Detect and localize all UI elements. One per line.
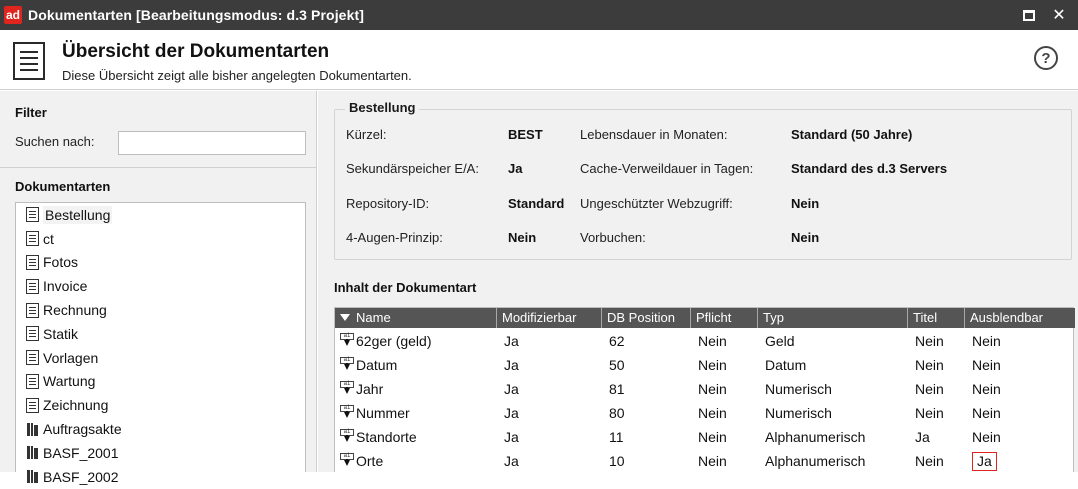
dossier-icon (26, 469, 39, 484)
doctype-item[interactable] (16, 370, 305, 394)
cell-pflicht (691, 425, 758, 449)
cell-titel (908, 329, 965, 353)
cell-value: Numerisch (765, 381, 832, 397)
cell-value: Nein (915, 333, 944, 349)
left-pane (0, 91, 317, 485)
window-titlebar (0, 0, 1078, 30)
cell-value: Alphanumerisch (765, 429, 866, 445)
doctype-item[interactable] (16, 251, 305, 275)
cell-modifizierbar (497, 449, 602, 473)
doctype-item-label: Statik (43, 325, 79, 342)
cell-name (335, 449, 497, 473)
cell-value: Nein (915, 405, 944, 421)
cell-modifizierbar (497, 353, 602, 377)
cell-db-position (602, 353, 691, 377)
cell-db-position (602, 425, 691, 449)
maximize-icon (1023, 10, 1035, 21)
doctypes-heading: Dokumentarten (15, 179, 111, 194)
window-title: Dokumentarten [Bearbeitungsmodus: d.3 Projekt] (28, 7, 364, 23)
cell-value: Jahr (356, 381, 384, 397)
lebensdauer-label: Lebensdauer in Monaten: (580, 127, 728, 142)
doctype-details-group (334, 100, 1072, 260)
doctype-item[interactable] (16, 417, 305, 441)
help-icon[interactable]: ? (1034, 46, 1058, 70)
cell-ausblendbar (965, 401, 1075, 425)
cell-typ (758, 449, 908, 473)
cell-value: 11 (609, 429, 624, 445)
column-header-label: Titel (913, 310, 938, 325)
cell-value: Geld (765, 333, 795, 349)
highlighted-cell-value: Ja (972, 452, 997, 471)
doctype-item-label: Fotos (43, 254, 79, 271)
doctype-item-label: Wartung (43, 373, 96, 390)
dossier-icon (26, 445, 39, 460)
field-property-icon: a1 (340, 357, 354, 371)
document-icon (26, 207, 39, 222)
document-list-icon (13, 42, 45, 80)
doctype-item[interactable] (16, 203, 305, 227)
lebensdauer-value: Standard (50 Jahre) (791, 127, 913, 142)
table-row[interactable] (335, 401, 1075, 425)
cell-value: Orte (356, 453, 384, 469)
cell-value: Standorte (356, 429, 417, 445)
column-header-pflicht[interactable] (691, 308, 758, 328)
maximize-button[interactable] (1014, 0, 1044, 30)
column-header-label: Modifizierbar (502, 310, 577, 325)
document-icon (26, 374, 39, 389)
repository-id-label: Repository-ID: (346, 196, 430, 211)
document-icon (26, 350, 39, 365)
doctype-item-label: Bestellung (45, 206, 111, 223)
doctype-item-label: Zeichnung (43, 397, 109, 414)
column-header-ausblendbar[interactable] (965, 308, 1075, 328)
cell-name (335, 329, 497, 353)
table-row[interactable] (335, 425, 1075, 449)
cell-value: Nummer (356, 405, 410, 421)
doctype-item[interactable] (16, 393, 305, 417)
column-header-label: Typ (763, 310, 784, 325)
page-title: Übersicht der Dokumentarten (62, 41, 330, 62)
cell-typ (758, 329, 908, 353)
cell-ausblendbar (965, 449, 1075, 473)
cell-titel (908, 377, 965, 401)
document-icon (26, 231, 39, 246)
column-header-titel[interactable] (908, 308, 965, 328)
cell-pflicht (691, 449, 758, 473)
cell-pflicht (691, 353, 758, 377)
webzugriff-value: Nein (791, 196, 820, 211)
cell-name (335, 377, 497, 401)
cell-value: Nein (698, 405, 727, 421)
cell-value: Nein (698, 429, 727, 445)
cell-name (335, 353, 497, 377)
cell-value: Datum (765, 357, 807, 373)
column-header-db-position[interactable] (602, 308, 691, 328)
cell-value: Nein (698, 357, 727, 373)
doctype-item-label: BASF_2002 (43, 468, 119, 485)
cell-titel (908, 425, 965, 449)
column-header-name[interactable] (335, 308, 497, 328)
app-logo-icon: ad (5, 8, 20, 22)
filter-heading: Filter (15, 105, 47, 120)
cell-typ (758, 377, 908, 401)
cell-pflicht (691, 401, 758, 425)
cell-ausblendbar (965, 425, 1075, 449)
cell-name (335, 401, 497, 425)
table-row[interactable] (335, 449, 1075, 473)
doctype-item[interactable] (16, 346, 305, 370)
content-table-heading: Inhalt der Dokumentart (334, 280, 477, 295)
document-icon (26, 303, 39, 318)
cell-pflicht (691, 377, 758, 401)
cell-value: Numerisch (765, 405, 832, 421)
cell-value: Nein (972, 333, 1001, 349)
table-row[interactable] (335, 329, 1075, 353)
cache-verweildauer-label: Cache-Verweildauer in Tagen: (580, 161, 754, 176)
kuerzel-label: Kürzel: (346, 127, 387, 142)
cell-value: Nein (972, 381, 1001, 397)
cell-value: Nein (972, 405, 1001, 421)
doctype-item-label: Invoice (43, 278, 88, 295)
doctype-item-label: Rechnung (43, 302, 107, 319)
cell-modifizierbar (497, 329, 602, 353)
document-icon (26, 398, 39, 413)
cell-modifizierbar (497, 401, 602, 425)
document-icon (26, 279, 39, 294)
cell-modifizierbar (497, 425, 602, 449)
doctype-item-label: Vorlagen (43, 349, 99, 366)
cell-value: Nein (915, 357, 944, 373)
sort-descending-icon (340, 314, 350, 321)
cell-ausblendbar (965, 377, 1075, 401)
cache-verweildauer-value: Standard des d.3 Servers (791, 161, 948, 176)
doctype-item-label: BASF_2001 (43, 444, 119, 461)
doctype-list[interactable] (15, 202, 306, 485)
cell-value: 10 (609, 453, 625, 469)
table-header (335, 308, 1075, 328)
table-row[interactable] (335, 353, 1075, 377)
cell-ausblendbar (965, 329, 1075, 353)
cell-value: Ja (504, 357, 519, 373)
cell-typ (758, 425, 908, 449)
field-property-icon: a1 (340, 333, 354, 347)
cell-value: Nein (972, 429, 1001, 445)
cell-value: Ja (504, 453, 519, 469)
field-property-icon: a1 (340, 429, 354, 443)
right-pane (318, 91, 1078, 472)
doctype-item[interactable] (16, 441, 305, 465)
column-header-typ[interactable] (758, 308, 908, 328)
cell-value: Nein (698, 333, 727, 349)
divider (0, 167, 316, 168)
cell-typ (758, 353, 908, 377)
cell-value: Ja (504, 405, 519, 421)
doctype-item[interactable] (16, 227, 305, 251)
doctype-item-label: ct (43, 230, 54, 247)
doctype-item[interactable] (16, 322, 305, 346)
column-header-label: Ausblendbar (970, 310, 1043, 325)
cell-value: 62 (609, 333, 625, 349)
cell-value: Nein (972, 357, 1001, 373)
dossier-icon (26, 422, 39, 437)
kuerzel-value: BEST (508, 127, 543, 142)
doctype-item[interactable] (16, 298, 305, 322)
doctype-item[interactable] (16, 274, 305, 298)
cell-value: Alphanumerisch (765, 453, 866, 469)
content-table (334, 307, 1074, 472)
cell-typ (758, 401, 908, 425)
cell-modifizierbar (497, 377, 602, 401)
cell-value: Ja (504, 333, 519, 349)
cell-db-position (602, 329, 691, 353)
doctype-item[interactable] (16, 465, 305, 489)
column-header-label: Pflicht (696, 310, 732, 325)
cell-pflicht (691, 329, 758, 353)
details-group-title: Bestellung (345, 100, 419, 115)
cell-titel (908, 449, 965, 473)
webzugriff-label: Ungeschützter Webzugriff: (580, 196, 733, 211)
cell-value: 50 (609, 357, 625, 373)
cell-value: Ja (504, 381, 519, 397)
field-property-icon: a1 (340, 381, 354, 395)
page-header (0, 30, 1078, 90)
vorbuchen-value: Nein (791, 230, 820, 245)
cell-value: 80 (609, 405, 625, 421)
close-icon: ✕ (1052, 7, 1066, 24)
document-icon (26, 255, 39, 270)
search-label: Suchen nach: (15, 134, 95, 149)
cell-ausblendbar (965, 353, 1075, 377)
doctype-item-label: Auftragsakte (43, 421, 122, 438)
cell-value: Ja (504, 429, 519, 445)
cell-value: Nein (698, 453, 727, 469)
search-input[interactable] (118, 131, 306, 155)
column-header-label: Name (356, 310, 391, 325)
cell-value: Nein (698, 381, 727, 397)
column-header-modifizierbar[interactable] (497, 308, 602, 328)
sekundaerspeicher-label: Sekundärspeicher E/A: (346, 161, 479, 176)
cell-db-position (602, 449, 691, 473)
cell-value: 81 (609, 381, 625, 397)
cell-value: Datum (356, 357, 398, 373)
cell-value: Nein (915, 381, 944, 397)
field-property-icon: a1 (340, 453, 354, 467)
close-button[interactable] (1044, 0, 1074, 30)
table-row[interactable] (335, 377, 1075, 401)
vier-augen-value: Nein (508, 230, 537, 245)
cell-db-position (602, 401, 691, 425)
field-property-icon: a1 (340, 405, 354, 419)
cell-db-position (602, 377, 691, 401)
vier-augen-label: 4-Augen-Prinzip: (346, 230, 443, 245)
document-icon (26, 326, 39, 341)
vorbuchen-label: Vorbuchen: (580, 230, 646, 245)
cell-value: Nein (915, 453, 944, 469)
cell-name (335, 425, 497, 449)
cell-titel (908, 353, 965, 377)
repository-id-value: Standard (508, 196, 565, 211)
cell-value: Ja (915, 429, 930, 445)
page-subtitle: Diese Übersicht zeigt alle bisher angelegten Dokumentarten. (62, 68, 412, 83)
cell-value: 62ger (geld) (356, 333, 432, 349)
sekundaerspeicher-value: Ja (508, 161, 523, 176)
column-header-label: DB Position (607, 310, 675, 325)
cell-titel (908, 401, 965, 425)
